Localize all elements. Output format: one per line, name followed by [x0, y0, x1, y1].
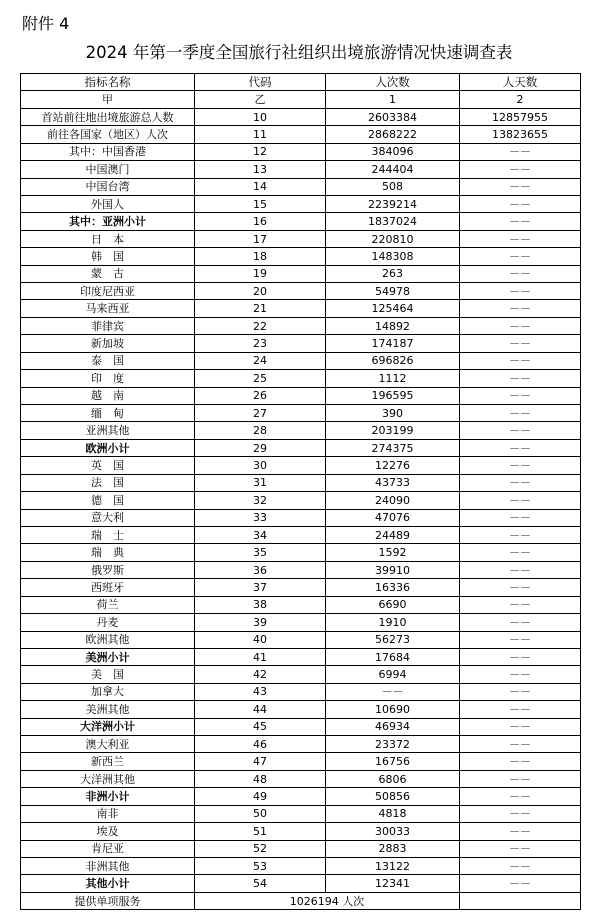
table-row [21, 283, 581, 300]
row-person-days-cell: －－ [460, 492, 581, 509]
row-code-cell: 30 [195, 457, 326, 474]
row-name-cell: 俄罗斯 [21, 561, 195, 578]
row-person-days-cell: －－ [460, 248, 581, 265]
row-name-cell: 韩 国 [21, 248, 195, 265]
row-code-cell: 48 [195, 770, 326, 787]
row-person-trips-cell: 17684 [326, 648, 460, 665]
row-name-cell: 泰 国 [21, 352, 195, 369]
row-person-days-cell: －－ [460, 736, 581, 753]
table-row [21, 823, 581, 840]
row-person-trips-cell: 2239214 [326, 195, 460, 212]
row-name-cell: 非洲小计 [21, 788, 195, 805]
row-name-cell: 德 国 [21, 492, 195, 509]
row-person-trips-cell: 274375 [326, 439, 460, 456]
row-name-cell: 美 国 [21, 666, 195, 683]
footer-value: 1026194 人次 [195, 892, 460, 909]
row-name-cell: 荷兰 [21, 596, 195, 613]
row-person-days-cell: －－ [460, 857, 581, 874]
row-person-trips-cell: 24090 [326, 492, 460, 509]
row-code-cell: 40 [195, 631, 326, 648]
row-person-trips-cell: 1837024 [326, 213, 460, 230]
table-row [21, 387, 581, 404]
row-person-days-cell: －－ [460, 352, 581, 369]
row-code-cell: 49 [195, 788, 326, 805]
table-row [21, 753, 581, 770]
row-name-cell: 加拿大 [21, 683, 195, 700]
row-person-trips-cell: 696826 [326, 352, 460, 369]
table-row [21, 718, 581, 735]
row-person-days-cell: －－ [460, 788, 581, 805]
row-code-cell: 43 [195, 683, 326, 700]
row-person-days-cell: －－ [460, 840, 581, 857]
header-person-days: 人天数 [460, 74, 581, 91]
row-person-trips-cell: 39910 [326, 561, 460, 578]
footer-row [21, 892, 581, 909]
row-person-trips-cell: 30033 [326, 823, 460, 840]
table-row [21, 683, 581, 700]
row-person-trips-cell: 220810 [326, 230, 460, 247]
row-person-days-cell: －－ [460, 753, 581, 770]
row-person-days-cell: －－ [460, 143, 581, 160]
table-row [21, 370, 581, 387]
row-person-days-cell: －－ [460, 457, 581, 474]
row-person-trips-cell: 2868222 [326, 126, 460, 143]
row-code-cell: 38 [195, 596, 326, 613]
row-name-cell: 亚洲其他 [21, 422, 195, 439]
row-person-days-cell: －－ [460, 317, 581, 334]
row-code-cell: 53 [195, 857, 326, 874]
row-name-cell: 美洲小计 [21, 648, 195, 665]
row-person-trips-cell: 16336 [326, 579, 460, 596]
row-name-cell: 英 国 [21, 457, 195, 474]
row-name-cell: 其中：亚洲小计 [21, 213, 195, 230]
table-row [21, 91, 581, 108]
page-title: 2024 年第一季度全国旅行社组织出境旅游情况快速调查表 [85, 43, 513, 62]
row-person-trips-cell: 47076 [326, 509, 460, 526]
table-row [21, 108, 581, 125]
table-row [21, 178, 581, 195]
row-code-cell: 54 [195, 875, 326, 892]
row-code-cell: 13 [195, 161, 326, 178]
row-code-cell: 19 [195, 265, 326, 282]
row-code-cell: 乙 [195, 91, 326, 108]
row-code-cell: 15 [195, 195, 326, 212]
row-name-cell: 其中：中国香港 [21, 143, 195, 160]
row-code-cell: 27 [195, 405, 326, 422]
table-row [21, 230, 581, 247]
table-row [21, 161, 581, 178]
row-name-cell: 非洲其他 [21, 857, 195, 874]
row-person-days-cell: －－ [460, 579, 581, 596]
row-person-days-cell: －－ [460, 178, 581, 195]
row-name-cell: 蒙 古 [21, 265, 195, 282]
table-footer [21, 892, 581, 909]
table-row [21, 840, 581, 857]
row-person-days-cell: －－ [460, 544, 581, 561]
table-row [21, 195, 581, 212]
row-code-cell: 47 [195, 753, 326, 770]
row-person-trips-cell: 196595 [326, 387, 460, 404]
table-row [21, 352, 581, 369]
table-row [21, 631, 581, 648]
row-person-trips-cell: 2603384 [326, 108, 460, 125]
table-row [21, 457, 581, 474]
row-name-cell: 瑞 典 [21, 544, 195, 561]
row-person-days-cell: －－ [460, 387, 581, 404]
row-person-trips-cell: 23372 [326, 736, 460, 753]
row-person-trips-cell: 508 [326, 178, 460, 195]
header-indicator-name: 指标名称 [21, 74, 195, 91]
row-name-cell: 大洋洲小计 [21, 718, 195, 735]
row-person-days-cell: －－ [460, 161, 581, 178]
row-code-cell: 36 [195, 561, 326, 578]
row-name-cell: 法 国 [21, 474, 195, 491]
row-code-cell: 37 [195, 579, 326, 596]
row-person-days-cell: －－ [460, 526, 581, 543]
row-code-cell: 41 [195, 648, 326, 665]
row-person-trips-cell: 50856 [326, 788, 460, 805]
row-person-trips-cell: 6690 [326, 596, 460, 613]
table-body [21, 91, 581, 892]
row-person-trips-cell: 10690 [326, 701, 460, 718]
table-row [21, 666, 581, 683]
row-code-cell: 16 [195, 213, 326, 230]
row-code-cell: 11 [195, 126, 326, 143]
table-row [21, 561, 581, 578]
row-person-days-cell: －－ [460, 701, 581, 718]
table-row [21, 648, 581, 665]
header-person-trips: 人次数 [326, 74, 460, 91]
row-code-cell: 45 [195, 718, 326, 735]
row-person-trips-cell: 390 [326, 405, 460, 422]
row-name-cell: 甲 [21, 91, 195, 108]
row-person-trips-cell: 2883 [326, 840, 460, 857]
row-person-trips-cell: 384096 [326, 143, 460, 160]
row-name-cell: 大洋洲其他 [21, 770, 195, 787]
row-person-trips-cell: 16756 [326, 753, 460, 770]
row-name-cell: 缅 甸 [21, 405, 195, 422]
row-person-days-cell: －－ [460, 283, 581, 300]
row-person-trips-cell: 4818 [326, 805, 460, 822]
row-person-days-cell: －－ [460, 718, 581, 735]
row-person-trips-cell: 125464 [326, 300, 460, 317]
row-person-days-cell: －－ [460, 439, 581, 456]
row-code-cell: 28 [195, 422, 326, 439]
table-row [21, 509, 581, 526]
table-row [21, 422, 581, 439]
row-name-cell: 中国澳门 [21, 161, 195, 178]
row-code-cell: 33 [195, 509, 326, 526]
table-row [21, 596, 581, 613]
row-code-cell: 14 [195, 178, 326, 195]
row-code-cell: 23 [195, 335, 326, 352]
row-person-trips-cell: 1112 [326, 370, 460, 387]
table-row [21, 526, 581, 543]
row-person-trips-cell: －－ [326, 683, 460, 700]
row-code-cell: 32 [195, 492, 326, 509]
row-name-cell: 意大利 [21, 509, 195, 526]
table-row [21, 614, 581, 631]
row-code-cell: 21 [195, 300, 326, 317]
row-person-days-cell: 13823655 [460, 126, 581, 143]
row-code-cell: 17 [195, 230, 326, 247]
row-name-cell: 西班牙 [21, 579, 195, 596]
row-person-days-cell: －－ [460, 648, 581, 665]
table-row [21, 544, 581, 561]
row-person-trips-cell: 54978 [326, 283, 460, 300]
table-row [21, 335, 581, 352]
row-name-cell: 菲律宾 [21, 317, 195, 334]
row-name-cell: 埃及 [21, 823, 195, 840]
table-row [21, 126, 581, 143]
row-person-trips-cell: 148308 [326, 248, 460, 265]
row-code-cell: 44 [195, 701, 326, 718]
annex-label: 附件 4 [22, 14, 70, 33]
table-row [21, 317, 581, 334]
footer-label: 提供单项服务 [21, 892, 195, 909]
row-person-days-cell: －－ [460, 666, 581, 683]
row-name-cell: 美洲其他 [21, 701, 195, 718]
row-person-trips-cell: 56273 [326, 631, 460, 648]
row-code-cell: 42 [195, 666, 326, 683]
table-row [21, 213, 581, 230]
row-name-cell: 印度尼西亚 [21, 283, 195, 300]
row-person-days-cell: －－ [460, 300, 581, 317]
row-person-days-cell: －－ [460, 631, 581, 648]
row-person-trips-cell: 12341 [326, 875, 460, 892]
row-code-cell: 34 [195, 526, 326, 543]
row-person-days-cell: －－ [460, 265, 581, 282]
row-code-cell: 50 [195, 805, 326, 822]
row-person-trips-cell: 174187 [326, 335, 460, 352]
table-row [21, 474, 581, 491]
table-row [21, 770, 581, 787]
row-code-cell: 12 [195, 143, 326, 160]
row-name-cell: 新西兰 [21, 753, 195, 770]
table-row [21, 439, 581, 456]
row-name-cell: 丹麦 [21, 614, 195, 631]
row-name-cell: 中国台湾 [21, 178, 195, 195]
statistics-table [20, 73, 581, 910]
row-name-cell: 首站前往地出境旅游总人数 [21, 108, 195, 125]
row-person-days-cell: －－ [460, 370, 581, 387]
row-person-days-cell: －－ [460, 823, 581, 840]
table-row [21, 265, 581, 282]
row-code-cell: 18 [195, 248, 326, 265]
header-code: 代码 [195, 74, 326, 91]
table-row [21, 248, 581, 265]
row-person-trips-cell: 13122 [326, 857, 460, 874]
row-code-cell: 10 [195, 108, 326, 125]
row-person-trips-cell: 43733 [326, 474, 460, 491]
row-name-cell: 瑞 士 [21, 526, 195, 543]
row-person-trips-cell: 1 [326, 91, 460, 108]
row-name-cell: 其他小计 [21, 875, 195, 892]
row-person-days-cell: －－ [460, 596, 581, 613]
table-row [21, 701, 581, 718]
row-person-days-cell: －－ [460, 561, 581, 578]
row-person-trips-cell: 244404 [326, 161, 460, 178]
row-person-trips-cell: 6806 [326, 770, 460, 787]
row-name-cell: 外国人 [21, 195, 195, 212]
row-code-cell: 52 [195, 840, 326, 857]
row-person-days-cell: －－ [460, 509, 581, 526]
row-person-trips-cell: 14892 [326, 317, 460, 334]
table-row [21, 300, 581, 317]
row-person-trips-cell: 263 [326, 265, 460, 282]
row-person-trips-cell: 24489 [326, 526, 460, 543]
row-person-trips-cell: 6994 [326, 666, 460, 683]
row-name-cell: 前往各国家（地区）人次 [21, 126, 195, 143]
row-person-days-cell: 12857955 [460, 108, 581, 125]
table-row [21, 875, 581, 892]
row-person-days-cell: 2 [460, 91, 581, 108]
row-code-cell: 39 [195, 614, 326, 631]
table-row [21, 857, 581, 874]
row-person-days-cell: －－ [460, 195, 581, 212]
row-name-cell: 印 度 [21, 370, 195, 387]
table-row [21, 492, 581, 509]
row-name-cell: 澳大利亚 [21, 736, 195, 753]
row-name-cell: 马来西亚 [21, 300, 195, 317]
row-code-cell: 31 [195, 474, 326, 491]
row-code-cell: 51 [195, 823, 326, 840]
row-person-days-cell: －－ [460, 422, 581, 439]
row-person-days-cell: －－ [460, 770, 581, 787]
row-person-days-cell: －－ [460, 875, 581, 892]
row-person-days-cell: －－ [460, 213, 581, 230]
row-person-days-cell: －－ [460, 683, 581, 700]
row-person-trips-cell: 1592 [326, 544, 460, 561]
row-code-cell: 25 [195, 370, 326, 387]
table-row [21, 579, 581, 596]
row-person-days-cell: －－ [460, 614, 581, 631]
row-code-cell: 20 [195, 283, 326, 300]
table-header [21, 74, 581, 91]
row-code-cell: 46 [195, 736, 326, 753]
row-person-trips-cell: 46934 [326, 718, 460, 735]
row-name-cell: 越 南 [21, 387, 195, 404]
table-row [21, 788, 581, 805]
row-name-cell: 日 本 [21, 230, 195, 247]
row-name-cell: 欧洲小计 [21, 439, 195, 456]
row-code-cell: 24 [195, 352, 326, 369]
row-person-days-cell: －－ [460, 805, 581, 822]
row-name-cell: 新加坡 [21, 335, 195, 352]
footer-empty-cell [460, 892, 581, 909]
row-person-trips-cell: 12276 [326, 457, 460, 474]
table-row [21, 143, 581, 160]
table-row [21, 405, 581, 422]
table-row [21, 805, 581, 822]
row-name-cell: 南非 [21, 805, 195, 822]
row-person-days-cell: －－ [460, 335, 581, 352]
row-person-days-cell: －－ [460, 230, 581, 247]
header-row [21, 74, 581, 91]
row-person-trips-cell: 1910 [326, 614, 460, 631]
row-code-cell: 29 [195, 439, 326, 456]
table-row [21, 736, 581, 753]
row-code-cell: 26 [195, 387, 326, 404]
row-person-trips-cell: 203199 [326, 422, 460, 439]
row-name-cell: 欧洲其他 [21, 631, 195, 648]
row-code-cell: 22 [195, 317, 326, 334]
row-person-days-cell: －－ [460, 474, 581, 491]
row-name-cell: 肯尼亚 [21, 840, 195, 857]
row-code-cell: 35 [195, 544, 326, 561]
row-person-days-cell: －－ [460, 405, 581, 422]
